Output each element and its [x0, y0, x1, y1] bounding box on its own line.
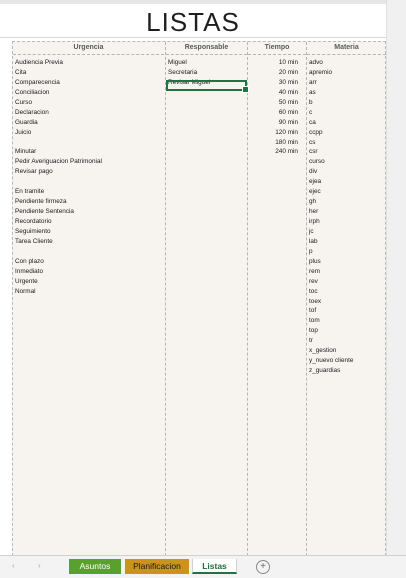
sheet-title: LISTAS [146, 7, 240, 37]
table-cell[interactable]: Revisar pago [15, 168, 53, 176]
cells-responsable [166, 58, 247, 88]
table-cell[interactable]: Comparecencia [15, 78, 60, 86]
cells-materia [307, 58, 386, 376]
table-cell[interactable]: div [309, 168, 318, 176]
add-sheet-icon[interactable]: + [256, 560, 270, 574]
header-strip [0, 0, 386, 4]
table-cell[interactable]: toc [309, 287, 318, 295]
table-cell[interactable]: ejec [309, 188, 321, 196]
table-cell[interactable]: tom [309, 317, 320, 325]
column-responsable [165, 42, 247, 555]
column-header-tiempo: Tiempo [264, 44, 290, 51]
table-cell[interactable]: ca [309, 118, 316, 126]
table-cell[interactable]: Con plazo [15, 257, 44, 265]
column-urgencia [13, 42, 164, 555]
table-cell[interactable]: b [309, 98, 313, 106]
table-cell[interactable]: tr [309, 337, 313, 345]
table-cell[interactable]: jc [309, 227, 314, 235]
table-cell[interactable]: Cita [15, 68, 27, 76]
table-cell[interactable]: Juicio [15, 128, 32, 136]
table-cell[interactable]: p [309, 247, 313, 255]
table-cell[interactable]: 90 min [278, 118, 298, 126]
column-header-materia: Materia [334, 44, 359, 51]
table-cell[interactable]: z_guardias [309, 367, 341, 375]
next-sheet-icon[interactable]: › [38, 561, 41, 570]
table-cell[interactable]: 180 min [275, 138, 298, 146]
table-cell[interactable]: lab [309, 237, 318, 245]
table-cell[interactable]: 10 min [278, 59, 298, 66]
column-materia [306, 42, 386, 555]
table-cell[interactable]: 120 min [275, 128, 298, 136]
table-cell[interactable]: 60 min [278, 108, 298, 116]
prev-sheet-icon[interactable]: ‹ [12, 561, 15, 570]
table-cell[interactable]: Revisar Miguel [168, 78, 211, 86]
table-cell[interactable]: Guardia [15, 118, 38, 126]
table-cell[interactable]: Urgente [15, 277, 38, 285]
table-cell[interactable]: toex [309, 297, 322, 305]
table-cell[interactable]: irph [309, 218, 320, 225]
table-cell[interactable]: Inmediato [15, 267, 44, 275]
tab-asuntos[interactable]: Asuntos [69, 559, 121, 574]
table-cell[interactable]: gh [309, 198, 317, 206]
table-cell[interactable]: 240 min [275, 148, 298, 156]
table-cell[interactable] [13, 138, 164, 148]
table-cell[interactable]: y_nuevo cliente [309, 357, 354, 365]
table-cell[interactable]: top [309, 327, 318, 335]
table-cell[interactable]: Minutar [15, 148, 37, 156]
table-cell[interactable]: Secretaria [168, 68, 198, 76]
table-cell[interactable]: curso [309, 158, 325, 166]
table-cell[interactable]: csr [309, 148, 318, 156]
table-cell[interactable]: Miguel [168, 59, 187, 66]
header-divider [307, 54, 386, 55]
table-cell[interactable]: 50 min [278, 98, 298, 106]
header-divider [248, 54, 306, 55]
sheet-tab-bar [0, 555, 406, 578]
table-cell[interactable]: Pendiente Sentencia [15, 208, 74, 216]
table-cell[interactable]: Audiencia Previa [15, 59, 63, 66]
table-cell[interactable]: arr [309, 78, 317, 86]
table-cell[interactable]: rem [309, 267, 321, 275]
table-cell[interactable]: 20 min [278, 68, 298, 76]
table-cell[interactable]: 30 min [278, 78, 298, 86]
table-cell[interactable]: Pedir Averiguacion Patrimonial [15, 158, 102, 166]
table-cell[interactable] [13, 177, 164, 187]
column-header-urgencia: Urgencia [73, 44, 104, 51]
column-header-responsable: Responsable [184, 44, 229, 51]
table-cell[interactable] [13, 247, 164, 257]
table-cell[interactable]: Pendiente firmeza [15, 198, 67, 206]
table-cell[interactable]: Declaracion [15, 108, 49, 116]
vertical-scrollbar[interactable] [386, 0, 406, 555]
table-cell[interactable]: Recordatorio [15, 218, 52, 225]
table-cell[interactable]: Seguimiento [15, 227, 51, 235]
table-cell[interactable]: rev [309, 277, 318, 285]
tab-listas[interactable]: Listas [192, 559, 237, 574]
table-cell[interactable]: c [309, 108, 313, 116]
table-cell[interactable]: advo [309, 59, 323, 66]
cells-tiempo [248, 58, 306, 157]
table-cell[interactable]: her [309, 208, 319, 216]
table-cell[interactable]: ccpp [309, 128, 323, 136]
table-cell[interactable]: apremio [309, 68, 333, 76]
header-divider [166, 54, 247, 55]
column-tiempo [247, 42, 306, 555]
table-cell[interactable]: cs [309, 138, 316, 146]
tab-planificacion[interactable]: Planificacion [125, 559, 189, 574]
table-cell[interactable]: ejea [309, 178, 322, 186]
cells-urgencia [13, 58, 164, 297]
title-divider [0, 37, 386, 38]
table-cell[interactable]: Curso [15, 98, 33, 106]
table-cell[interactable]: plus [309, 257, 321, 265]
table-cell[interactable]: Conciliacion [15, 88, 50, 96]
table-cell[interactable]: Normal [15, 287, 36, 295]
table-cell[interactable]: x_gestion [309, 347, 337, 355]
table-cell[interactable]: as [309, 88, 316, 96]
table-cell[interactable]: 40 min [278, 88, 298, 96]
table-cell[interactable]: Tarea Cliente [15, 237, 53, 245]
table-cell[interactable]: En tramite [15, 188, 45, 196]
header-divider [13, 54, 164, 55]
lists-table [12, 41, 386, 555]
table-cell[interactable]: tof [309, 307, 317, 315]
